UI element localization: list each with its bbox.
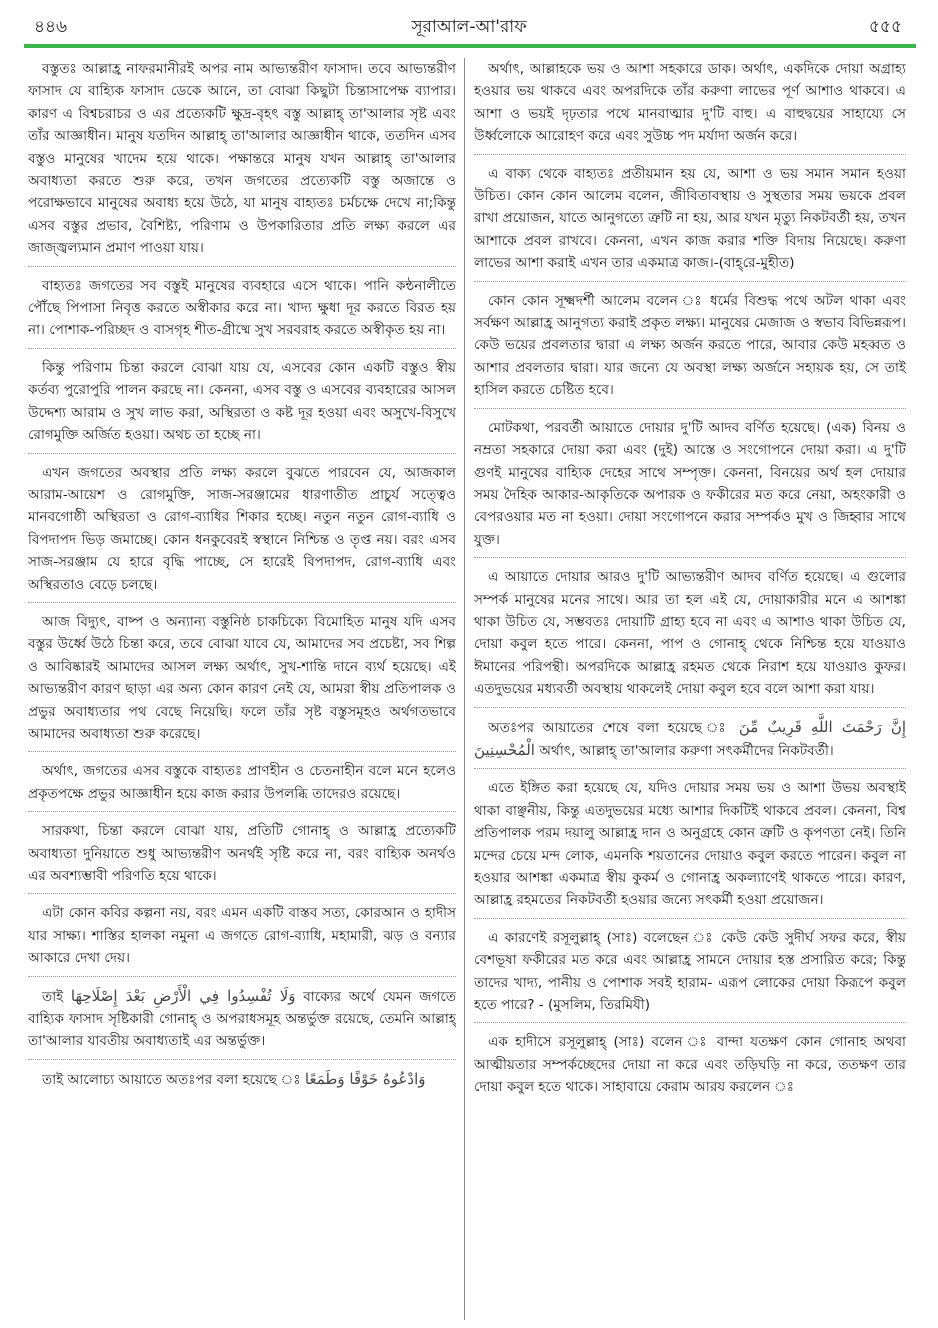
paragraph: অর্থাৎ, জগতের এসব বস্তুকে বাহ্যতঃ প্রাণহীন ও চেতনাহীন বলে মনে হলেও প্রকৃতপক্ষে প্রভুর আজ্ঞাধীন হয়ে কাজ করার উপলব্ধি তাদেরও রয়েছে। [28, 760, 456, 812]
paragraph: এ আয়াতে দোয়ার আরও দু'টি আভ্যন্তরীণ আদব বর্ণিত হয়েছে। এ গুলোর সম্পর্ক মানুষের মনের সাথে। আর তা হল এই যে, দোয়াকারীর মনে এ আশঙ্কা থাকা উচিত যে, সম্ভবতঃ দোয়াটি গ্রাহ্য হবে না এবং এ আশাও থাকা উচিত যে, দোয়া কবুল হতে পারে। কেননা, পাপ ও গোনাহ্ থেকে নিশ্চিন্ত হয়ে যাওয়াও ঈমানের পরিপন্থী। অপরদিকে আল্লাহ্র রহমত থেকে নিরাশ হয়ে যাওয়াও কুফর। এতদুভয়ের মধ্যবর্তী অবস্থায় থাকলেই দোয়া কবুল হবে বলে আশা করা যায়। [474, 566, 906, 707]
page-header [0, 0, 938, 50]
text-fragment: তাই [42, 988, 64, 1005]
left-column [28, 58, 456, 1320]
surah-title: সূরাআল-আ'রাফ [411, 17, 527, 37]
text-fragment: জগতে বাহ্যিক ফাসাদ সৃষ্টিকারী গোনাহ্ ও অপরাধসমূহ অন্তর্ভুক্ত রয়েছে, তেমনি আল্লাহ্ তা'আলার যাবতীয় অবাধ্যতাই এর অন্তর্ভুক্ত। [28, 988, 456, 1050]
arabic-verse: الْمُحْسِنِينَ [474, 740, 535, 759]
paragraph: এটা কোন কবির কল্পনা নয়, বরং এমন একটি বাস্তব সত্য, কোরআন ও হাদীস যার সাক্ষ্য। শাস্তির হালকা নমুনা এ জগতে রোগ-ব্যাধি, মহামারী, ঝড় ও বন্যার আকারে দেখা দেয়। [28, 902, 456, 976]
paragraph: এ বাক্য থেকে বাহ্যতঃ প্রতীয়মান হয় যে, আশা ও ভয় সমান সমান হওয়া উচিত। কোন কোন আলেম বলেন, জীবিতাবস্থায় ও সুস্থতার সময় ভয়কে প্রবল রাখা প্রয়োজন, যাতে আনুগত্যে ত্রুটি না হয়, আর যখন মৃত্যু নিকটবর্তী হয়, তখন আশাকে প্রবল রাখবে। কেননা, এখন কাজ করার শক্তি বিদায় নিয়েছে। করুণা লাভের আশা করাই এখন তার একমাত্র কাজ।-(বাহ্‌রে-মুহীত) [474, 163, 906, 282]
paragraph-with-arabic [28, 985, 456, 1060]
paragraph: মোটকথা, পরবর্তী আয়াতে দোয়ার দু'টি আদব বর্ণিত হয়েছে। (এক) বিনয় ও নম্রতা সহকারে দোয়া করা এবং (দুই) আস্তে ও সংগোপনে দোয়া করা। এ দু'টি গুণই মানুষের বাহ্যিক দেহের সাথে সম্পৃক্ত। কেননা, বিনয়ের অর্থ হল দোয়ার সময় দৈহিক আকার-আকৃতিকে অপারক ও ফকীরের মত করে নেয়া, অহংকারী ও বেপরওয়ার মত না হওয়া। দোয়া সংগোপনে করার সম্পর্কও মুখ ও জিহ্বার সাথে যুক্ত। [474, 417, 906, 558]
paragraph-with-arabic [474, 716, 906, 770]
page-number-alt: ৫৫৫ [868, 17, 902, 37]
paragraph: বাহ্যতঃ জগতের সব বস্তুই মানুষের ব্যবহারে এসে থাকে। পানি কন্ঠনালীতে পৌঁছে পিপাসা নিবৃত্ত করতে অস্বীকার করে না। খাদ্য ক্ষুধা দূর করতে বিরত হয় না। পোশাক-পরিচ্ছদ ও বাসগৃহ শীত-গ্রীষ্মে সুখ সরবরাহ করতে অস্বীকৃত হয় না। [28, 275, 456, 349]
right-column [474, 58, 906, 1320]
text-fragment: তাই আলোচ্য আয়াতে অতঃপর বলা হয়েছে ঃ [42, 1071, 301, 1088]
header-rule [24, 44, 916, 48]
paragraph: বস্তুতঃ আল্লাহ্র নাফরমানীরই অপর নাম আভ্যন্তরীণ ফাসাদ। তবে আভ্যন্তরীণ ফাসাদ যে বাহ্যিক ফাসাদ ডেকে আনে, তা বোঝা কিছুটা চিন্তাসাপেক্ষ ব্যাপার। কারণ এ বিশ্বচরাচর ও এর প্রত্যেকটি ক্ষুদ্র-বৃহৎ বস্তু আল্লাহ্ তা'আলার সৃষ্ট এবং তাঁর আজ্ঞাধীন। মানুষ যতদিন আল্লাহ্ তা'আলার আজ্ঞাধীন থাকে, ততদিন এসব বস্তুও মানুষের খাদেম হয়ে থাকে। পক্ষান্তরে মানুষ যখন আল্লাহ্ তা'আলার অবাধ্যতা করতে শুরু করে, তখন জগতের প্রত্যেকটি বস্তু অজান্তে ও পরোক্ষভাবে মানুষের অবাধ্য হয়ে উঠে, যা মানুষ বাহ্যতঃ চর্মচক্ষে দেখে না;কিন্তু এসব বস্তুর প্রভাব, বৈশিষ্ট্য, পরিণাম ও উপকারিতার প্রতি লক্ষ্য করলে এর জাজ্জ্বল্যমান প্রমাণ পাওয়া যায়। [28, 58, 456, 267]
text-fragment: অতঃপর আয়াতের শেষে বলা হয়েছে ঃ [488, 719, 731, 736]
paragraph-with-arabic [28, 1068, 456, 1097]
arabic-verse: وَلَا تُفْسِدُوا فِي الْأَرْضِ بَعْدَ إِصْلَاحِهَا [70, 986, 296, 1005]
paragraph: অর্থাৎ, আল্লাহকে ভয় ও আশা সহকারে ডাক। অর্থাৎ, একদিকে দোয়া অগ্রাহ্য হওয়ার ভয় থাকবে এবং অপরদিকে তাঁর করুণা লাভের পূর্ণ আশাও থাকবে। এ আশা ও ভয়ই দৃঢ়তার পথে মানবাত্মার দু'টি বাহু। এ বাহুদ্বয়ের সাহায্যে সে উর্ধ্বলোকে আরোহণ করে এবং সুউচ্চ পদ মর্যাদা অর্জন করে। [474, 58, 906, 155]
paragraph: সারকথা, চিন্তা করলে বোঝা যায়, প্রতিটি গোনাহ্ ও আল্লাহ্র প্রত্যেকটি অবাধ্যতা দুনিয়াতে শুধু আভ্যন্তরীণ অনর্থই সৃষ্টি করে না, বরং বাহ্যিক অনর্থও এর অবশ্যম্ভাবী পরিণতি হয়ে থাকে। [28, 820, 456, 894]
text-fragment: বাক্যের অর্থে যেমন [303, 988, 412, 1005]
paragraph: কোন কোন সূক্ষ্মদর্শী আলেম বলেন ঃ ধর্মের বিশুদ্ধ পথে অটল থাকা এবং সর্বক্ষণ আল্লাহ্র আনুগত্য করাই প্রকৃত লক্ষ্য। মানুষের মেজাজ ও স্বভাব বিভিন্নরূপ। কেউ ভয়ের প্রবলতার দ্বারা এ লক্ষ্য অর্জন করতে পারে, আবার কেউ মহব্বত ও আশার প্রবলতার দ্বারা। যার জন্যে যে অবস্থা লক্ষ্য অর্জনে সহায়ক হয়, সে তাই হাসিল করতে চেষ্টিত হবে। [474, 290, 906, 409]
page-number-bengali: ৪৪৬ [34, 17, 68, 37]
paragraph: এখন জগতের অবস্থার প্রতি লক্ষ্য করলে বুঝতে পারবেন যে, আজকাল আরাম-আয়েশ ও রোগমুক্তি, সাজ-সরঞ্জামের ধারণাতীত প্রাচুর্য সত্ত্বেও মানবগোষ্ঠী অস্থিরতা ও রোগ-ব্যাধির শিকার হচ্ছে। নতুন নতুন রোগ-ব্যাধি ও বিপদাপদ ভিড় জমাচ্ছে। কোন ধনকুবেরই স্বস্থানে নিশ্চিন্ত ও তৃপ্ত নয়। বরং এসব সাজ-সরঞ্জাম যে হারে বৃদ্ধি পাচ্ছে, সে হারেই বিপদাপদ, রোগ-ব্যাধি এবং অস্থিরতাও বেড়ে চলছে। [28, 462, 456, 603]
paragraph: এ কারণেই রসূলুল্লাহ্ (সাঃ) বলেছেন ঃ কেউ কেউ সুদীর্ঘ সফর করে, স্বীয় বেশভূষা ফকীরের মত করে এবং আল্লাহ্র সামনে দোয়ার হস্ত প্রসারিত করে; কিন্তু তাদের খাদ্য, পানীয় ও পোশাক সবই হারাম- এরূপ লোকের দোয়া কিরূপে কবুল হতে পারে? - (মুসলিম, তিরমিযী) [474, 927, 906, 1024]
arabic-verse: إِنَّ رَحْمَتَ اللَّهِ قَرِيبٌ مِّنَ [738, 717, 906, 736]
paragraph: এক হাদীসে রসূলুল্লাহ্ (সাঃ) বলেন ঃ বান্দা যতক্ষণ কোন গোনাহ অথবা আত্মীয়তার সম্পর্কচ্ছেদের দোয়া না করে এবং তড়িঘড়ি না করে, ততক্ষণ তার দোয়া কবুল হতে থাকে। সাহাবায়ে কেরাম আরয করলেন ঃ [474, 1034, 906, 1096]
column-divider [464, 58, 465, 1320]
text-fragment: অর্থাৎ, আল্লাহ্ তা'আলার করুণা সৎকর্মীদের নিকটবর্তী। [539, 742, 834, 759]
arabic-verse: وَادْعُوهُ خَوْفًا وَطَمَعًا [304, 1069, 426, 1088]
paragraph: আজ বিদ্যুৎ, বাষ্প ও অন্যান্য বস্তুনিষ্ঠ চাকচিক্যে বিমোহিত মানুষ যদি এসব বস্তুর উর্ধ্বে উঠে চিন্তা করে, তবে বোঝা যাবে যে, আমাদের সব প্রচেষ্টা, সব শিল্প ও আবিষ্কারই আমাদের আসল লক্ষ্য অর্থাৎ, সুখ-শান্তি দানে ব্যর্থ হয়েছে। এই আভ্যন্তরীণ কারণ ছাড়া এর অন্য কোন কারণ নেই যে, আমরা স্বীয় প্রতিপালক ও প্রভুর অবাধ্যতার পথ বেছে নিয়েছি। ফলে তাঁর সৃষ্ট বস্তুসমূহও অর্থগতভাবে আমাদের অবাধ্যতা শুরু করেছে। [28, 611, 456, 752]
paragraph: এতে ইঙ্গিত করা হয়েছে যে, যদিও দোয়ার সময় ভয় ও আশা উভয় অবস্থাই থাকা বাঞ্ছনীয়, কিন্তু এতদুভয়ের মধ্যে আশার দিকটিই থাকবে প্রবল। কেননা, বিশ্ব প্রতিপালক পরম দয়ালু আল্লাহ্র দান ও অনুগ্রহে কোন ত্রুটি ও কৃপণতা নেই। তিনি মন্দের চেয়ে মন্দ লোক, এমনকি শয়তানের দোয়াও কবুল করতে পারেন। কবুল না হওয়ার আশঙ্কা একমাত্র স্বীয় কুকর্ম ও গোনাহ্র অকল্যাণেই থাকতে পারে। কারণ, আল্লাহ্র রহমতের নিকটবর্তী হওয়ার জন্যে সৎকর্মী হওয়া প্রয়োজন। [474, 777, 906, 918]
paragraph: কিন্তু পরিণাম চিন্তা করলে বোঝা যায় যে, এসবের কোন একটি বস্তুও স্বীয় কর্তব্য পুরোপুরি পালন করছে না। কেননা, এসব বস্তু ও এসবের ব্যবহারের আসল উদ্দেশ্য আরাম ও সুখ লাভ করা, অস্থিরতা ও কষ্ট দূর হওয়া এবং অসুখে-বিসুখে রোগমুক্তি অর্জিত হওয়া। অথচ তা হচ্ছে না। [28, 357, 456, 454]
